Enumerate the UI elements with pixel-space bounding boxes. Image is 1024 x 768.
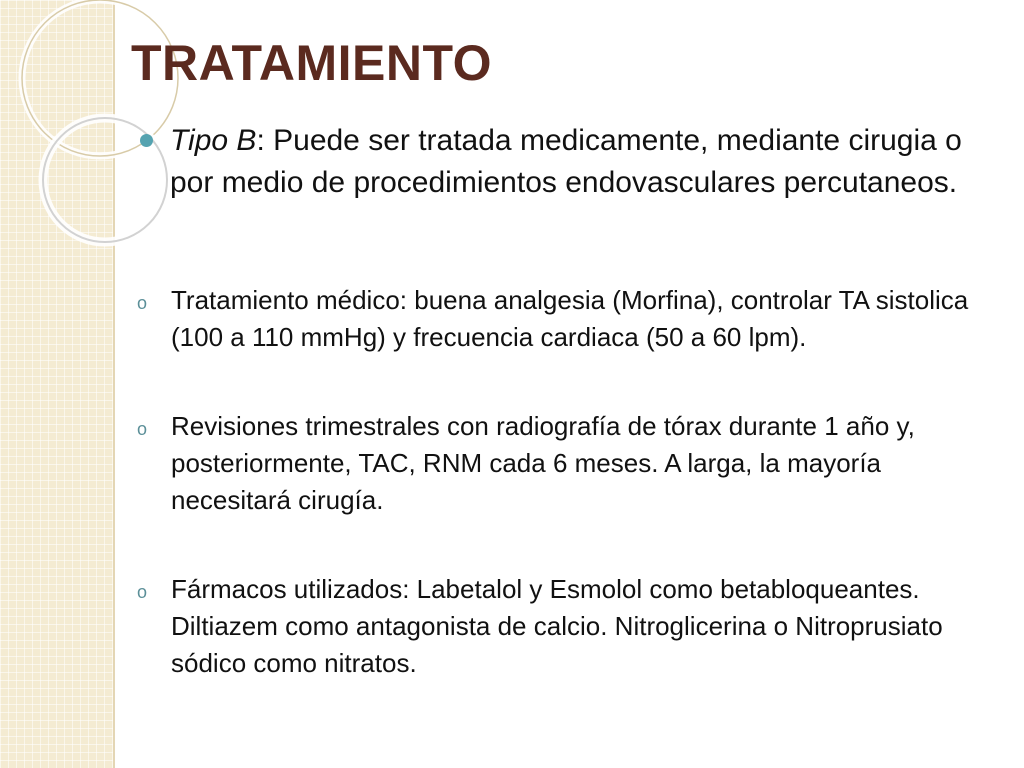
main-bullet-text <box>170 120 990 204</box>
circle-bullet-icon: o <box>137 582 148 602</box>
main-bullet-body: : Puede ser tratada medicamente, mediante cirugia o por medio de procedimientos endovasculares percutaneos. <box>170 124 962 199</box>
sub-bullet-list <box>137 282 982 734</box>
sub-bullet-item <box>137 408 982 519</box>
sub-bullet-item <box>137 571 982 682</box>
sub-bullet-item <box>137 282 982 356</box>
slide-title: TRATAMIENTO <box>131 35 493 91</box>
sub-bullet-text: Revisiones trimestrales con radiografía de tórax durante 1 año y, posteriormente, TAC, RNM cada 6 meses. A larga, la mayoría necesitará cirugía. <box>171 411 915 515</box>
decorative-side-band <box>0 0 113 768</box>
sub-bullet-text: Tratamiento médico: buena analgesia (Morfina), controlar TA sistolica (100 a 110 mmHg) y frecuencia cardiaca (50 a 60 lpm). <box>171 285 969 352</box>
side-band-edge <box>113 0 115 768</box>
main-bullet <box>140 120 990 204</box>
circle-bullet-icon: o <box>137 419 148 439</box>
bullet-dot-icon <box>140 134 153 147</box>
sub-bullet-text: Fármacos utilizados: Labetalol y Esmolol como betabloqueantes. Diltiazem como antagonista de calcio. Nitroglicerina o Nitroprusiato sódico como nitratos. <box>171 574 943 678</box>
circle-bullet-icon: o <box>137 293 148 313</box>
main-bullet-lead: Tipo B <box>170 124 257 157</box>
